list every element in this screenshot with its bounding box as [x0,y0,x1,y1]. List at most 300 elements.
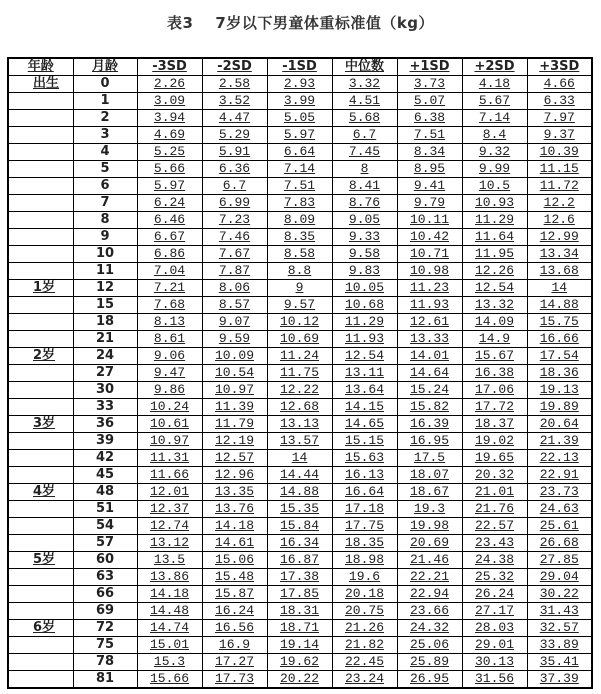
header-plus1sd: +1SD [397,58,462,76]
value-cell: 14.18 [202,518,267,535]
value-cell: 16.34 [267,535,332,552]
value-cell: 8.8 [267,263,332,280]
value-cell: 10.61 [137,416,202,433]
value-cell: 14.64 [397,365,462,382]
month-cell: 57 [73,535,137,552]
value-cell: 12.37 [137,501,202,518]
table-row [8,382,592,399]
age-cell: 1岁 [8,280,73,297]
value-cell: 23.73 [527,484,592,501]
value-cell: 8.35 [267,229,332,246]
age-cell: 5岁 [8,552,73,569]
value-cell: 17.85 [267,586,332,603]
value-cell: 29.01 [462,637,527,654]
month-cell: 12 [73,280,137,297]
value-cell: 19.14 [267,637,332,654]
age-cell: 出生 [8,76,73,93]
month-cell: 24 [73,348,137,365]
month-cell: 60 [73,552,137,569]
value-cell: 14.65 [332,416,397,433]
value-cell: 14.44 [267,467,332,484]
value-cell: 9.47 [137,365,202,382]
value-cell: 37.39 [527,671,592,689]
value-cell: 7.46 [202,229,267,246]
value-cell: 6.33 [527,93,592,110]
value-cell: 3.32 [332,76,397,93]
value-cell: 7.83 [267,195,332,212]
value-cell: 12.19 [202,433,267,450]
value-cell: 6.38 [397,110,462,127]
month-cell: 75 [73,637,137,654]
value-cell: 12.6 [527,212,592,229]
value-cell: 7.67 [202,246,267,263]
value-cell: 6.7 [332,127,397,144]
value-cell: 23.43 [462,535,527,552]
table-row [8,127,592,144]
value-cell: 19.89 [527,399,592,416]
value-cell: 3.52 [202,93,267,110]
value-cell: 15.24 [397,382,462,399]
value-cell: 12.26 [462,263,527,280]
table-row [8,297,592,314]
value-cell: 4.51 [332,93,397,110]
value-cell: 15.82 [397,399,462,416]
value-cell: 8.06 [202,280,267,297]
value-cell: 7.97 [527,110,592,127]
value-cell: 8.58 [267,246,332,263]
value-cell: 11.95 [462,246,527,263]
value-cell: 22.57 [462,518,527,535]
value-cell: 20.64 [527,416,592,433]
value-cell: 13.13 [267,416,332,433]
age-cell [8,637,73,654]
header-median: 中位数 [332,58,397,76]
value-cell: 13.68 [527,263,592,280]
age-cell [8,382,73,399]
value-cell: 17.75 [332,518,397,535]
age-cell [8,433,73,450]
value-cell: 10.09 [202,348,267,365]
value-cell: 13.34 [527,246,592,263]
value-cell: 15.75 [527,314,592,331]
value-cell: 14.88 [527,297,592,314]
age-cell [8,450,73,467]
value-cell: 26.24 [462,586,527,603]
table-row [8,518,592,535]
table-row [8,484,592,501]
month-cell: 66 [73,586,137,603]
value-cell: 12.01 [137,484,202,501]
value-cell: 9.37 [527,127,592,144]
month-cell: 15 [73,297,137,314]
value-cell: 17.06 [462,382,527,399]
value-cell: 11.64 [462,229,527,246]
header-plus2sd: +2SD [462,58,527,76]
value-cell: 7.21 [137,280,202,297]
value-cell: 8.4 [462,127,527,144]
value-cell: 20.69 [397,535,462,552]
table-row [8,76,592,93]
value-cell: 17.27 [202,654,267,671]
month-cell: 69 [73,603,137,620]
value-cell: 26.68 [527,535,592,552]
value-cell: 15.63 [332,450,397,467]
value-cell: 14.18 [137,586,202,603]
value-cell: 9.99 [462,161,527,178]
value-cell: 6.46 [137,212,202,229]
value-cell: 26.95 [397,671,462,689]
month-cell: 21 [73,331,137,348]
header-month: 月龄 [73,58,137,76]
month-cell: 9 [73,229,137,246]
table-row [8,620,592,637]
age-cell [8,535,73,552]
value-cell: 12.54 [332,348,397,365]
value-cell: 18.07 [397,467,462,484]
value-cell: 8.95 [397,161,462,178]
value-cell: 10.69 [267,331,332,348]
value-cell: 7.14 [462,110,527,127]
value-cell: 15.48 [202,569,267,586]
value-cell: 27.17 [462,603,527,620]
header-plus3sd: +3SD [527,58,592,76]
value-cell: 9.32 [462,144,527,161]
value-cell: 11.29 [462,212,527,229]
value-cell: 20.75 [332,603,397,620]
value-cell: 10.54 [202,365,267,382]
value-cell: 13.76 [202,501,267,518]
value-cell: 23.24 [332,671,397,689]
table-caption: 7岁以下男童体重标准值（kg） [215,14,435,32]
header-age: 年龄 [8,58,73,76]
value-cell: 19.02 [462,433,527,450]
value-cell: 14 [267,450,332,467]
value-cell: 12.68 [267,399,332,416]
month-cell: 30 [73,382,137,399]
age-cell [8,127,73,144]
age-cell: 2岁 [8,348,73,365]
value-cell: 10.42 [397,229,462,246]
value-cell: 13.32 [462,297,527,314]
value-cell: 16.13 [332,467,397,484]
value-cell: 9.41 [397,178,462,195]
value-cell: 16.38 [462,365,527,382]
age-cell [8,399,73,416]
value-cell: 12.57 [202,450,267,467]
value-cell: 11.29 [332,314,397,331]
value-cell: 7.45 [332,144,397,161]
value-cell: 15.67 [462,348,527,365]
value-cell: 5.97 [137,178,202,195]
value-cell: 11.93 [332,331,397,348]
value-cell: 10.98 [397,263,462,280]
age-cell [8,654,73,671]
value-cell: 19.65 [462,450,527,467]
value-cell: 8.76 [332,195,397,212]
value-cell: 19.6 [332,569,397,586]
month-cell: 36 [73,416,137,433]
table-row [8,212,592,229]
table-row [8,161,592,178]
table-row [8,654,592,671]
value-cell: 16.24 [202,603,267,620]
age-cell: 4岁 [8,484,73,501]
value-cell: 16.66 [527,331,592,348]
value-cell: 2.26 [137,76,202,93]
value-cell: 17.54 [527,348,592,365]
age-cell [8,314,73,331]
value-cell: 6.67 [137,229,202,246]
weight-standard-table [7,57,593,689]
table-row [8,178,592,195]
value-cell: 5.29 [202,127,267,144]
month-cell: 5 [73,161,137,178]
value-cell: 11.66 [137,467,202,484]
value-cell: 21.46 [397,552,462,569]
month-cell: 18 [73,314,137,331]
value-cell: 16.64 [332,484,397,501]
value-cell: 7.14 [267,161,332,178]
month-cell: 7 [73,195,137,212]
table-row [8,195,592,212]
value-cell: 7.51 [267,178,332,195]
value-cell: 8.34 [397,144,462,161]
value-cell: 18.37 [462,416,527,433]
age-cell [8,603,73,620]
age-cell [8,671,73,689]
value-cell: 7.23 [202,212,267,229]
table-row [8,501,592,518]
age-cell [8,365,73,382]
value-cell: 25.89 [397,654,462,671]
value-cell: 16.56 [202,620,267,637]
value-cell: 9.05 [332,212,397,229]
value-cell: 21.82 [332,637,397,654]
value-cell: 29.04 [527,569,592,586]
header-minus1sd: -1SD [267,58,332,76]
value-cell: 19.98 [397,518,462,535]
value-cell: 2.93 [267,76,332,93]
value-cell: 10.97 [137,433,202,450]
table-row [8,586,592,603]
table-row [8,433,592,450]
value-cell: 10.24 [137,399,202,416]
value-cell: 35.41 [527,654,592,671]
month-cell: 51 [73,501,137,518]
value-cell: 7.68 [137,297,202,314]
value-cell: 16.95 [397,433,462,450]
table-number: 表3 [166,14,194,32]
value-cell: 9.57 [267,297,332,314]
month-cell: 1 [73,93,137,110]
value-cell: 15.15 [332,433,397,450]
month-cell: 39 [73,433,137,450]
value-cell: 7.04 [137,263,202,280]
value-cell: 12.61 [397,314,462,331]
value-cell: 5.97 [267,127,332,144]
value-cell: 9.86 [137,382,202,399]
value-cell: 5.07 [397,93,462,110]
value-cell: 11.72 [527,178,592,195]
month-cell: 72 [73,620,137,637]
value-cell: 13.33 [397,331,462,348]
value-cell: 22.45 [332,654,397,671]
value-cell: 27.85 [527,552,592,569]
header-minus2sd: -2SD [202,58,267,76]
month-cell: 27 [73,365,137,382]
value-cell: 17.73 [202,671,267,689]
value-cell: 21.26 [332,620,397,637]
age-cell [8,569,73,586]
value-cell: 14.09 [462,314,527,331]
age-cell [8,229,73,246]
value-cell: 8.61 [137,331,202,348]
age-cell [8,501,73,518]
header-minus3sd: -3SD [137,58,202,76]
value-cell: 10.97 [202,382,267,399]
value-cell: 9.58 [332,246,397,263]
value-cell: 24.38 [462,552,527,569]
value-cell: 15.35 [267,501,332,518]
month-cell: 10 [73,246,137,263]
value-cell: 12.22 [267,382,332,399]
month-cell: 11 [73,263,137,280]
value-cell: 14.01 [397,348,462,365]
value-cell: 10.71 [397,246,462,263]
value-cell: 15.3 [137,654,202,671]
value-cell: 13.64 [332,382,397,399]
value-cell: 22.94 [397,586,462,603]
value-cell: 14.9 [462,331,527,348]
value-cell: 18.98 [332,552,397,569]
value-cell: 14.15 [332,399,397,416]
value-cell: 3.94 [137,110,202,127]
age-cell [8,93,73,110]
value-cell: 21.01 [462,484,527,501]
month-cell: 78 [73,654,137,671]
value-cell: 31.56 [462,671,527,689]
month-cell: 3 [73,127,137,144]
value-cell: 10.11 [397,212,462,229]
age-cell [8,467,73,484]
value-cell: 8.57 [202,297,267,314]
value-cell: 4.69 [137,127,202,144]
value-cell: 33.89 [527,637,592,654]
age-cell [8,297,73,314]
table-row [8,229,592,246]
value-cell: 6.36 [202,161,267,178]
value-cell: 6.86 [137,246,202,263]
age-cell: 3岁 [8,416,73,433]
month-cell: 54 [73,518,137,535]
value-cell: 16.9 [202,637,267,654]
value-cell: 14.74 [137,620,202,637]
value-cell: 28.03 [462,620,527,637]
value-cell: 14 [527,280,592,297]
table-row [8,246,592,263]
value-cell: 8.41 [332,178,397,195]
value-cell: 7.87 [202,263,267,280]
value-cell: 3.99 [267,93,332,110]
value-cell: 10.5 [462,178,527,195]
month-cell: 2 [73,110,137,127]
value-cell: 13.57 [267,433,332,450]
month-cell: 8 [73,212,137,229]
value-cell: 25.61 [527,518,592,535]
value-cell: 14.88 [267,484,332,501]
table-row [8,263,592,280]
value-cell: 3.73 [397,76,462,93]
age-cell [8,144,73,161]
table-row [8,144,592,161]
value-cell: 8 [332,161,397,178]
table-row [8,348,592,365]
value-cell: 25.32 [462,569,527,586]
month-cell: 81 [73,671,137,689]
value-cell: 17.38 [267,569,332,586]
value-cell: 19.62 [267,654,332,671]
table-title [0,12,601,33]
value-cell: 17.72 [462,399,527,416]
value-cell: 8.09 [267,212,332,229]
value-cell: 20.32 [462,467,527,484]
value-cell: 5.05 [267,110,332,127]
age-cell [8,518,73,535]
value-cell: 4.47 [202,110,267,127]
table-row [8,93,592,110]
value-cell: 18.71 [267,620,332,637]
value-cell: 21.39 [527,433,592,450]
table-row [8,280,592,297]
value-cell: 19.13 [527,382,592,399]
value-cell: 6.7 [202,178,267,195]
value-cell: 5.66 [137,161,202,178]
value-cell: 18.67 [397,484,462,501]
age-cell [8,178,73,195]
table-row [8,399,592,416]
value-cell: 10.05 [332,280,397,297]
value-cell: 18.36 [527,365,592,382]
value-cell: 7.51 [397,127,462,144]
value-cell: 6.24 [137,195,202,212]
value-cell: 15.01 [137,637,202,654]
month-cell: 42 [73,450,137,467]
month-cell: 0 [73,76,137,93]
value-cell: 22.91 [527,467,592,484]
table-row [8,331,592,348]
value-cell: 10.68 [332,297,397,314]
value-cell: 9.07 [202,314,267,331]
table-row [8,365,592,382]
value-cell: 11.75 [267,365,332,382]
value-cell: 9.59 [202,331,267,348]
value-cell: 20.18 [332,586,397,603]
month-cell: 45 [73,467,137,484]
value-cell: 6.99 [202,195,267,212]
value-cell: 13.11 [332,365,397,382]
value-cell: 21.76 [462,501,527,518]
value-cell: 18.31 [267,603,332,620]
value-cell: 4.18 [462,76,527,93]
month-cell: 4 [73,144,137,161]
value-cell: 30.22 [527,586,592,603]
table-row [8,569,592,586]
table-row [8,416,592,433]
value-cell: 16.87 [267,552,332,569]
value-cell: 9.33 [332,229,397,246]
value-cell: 11.93 [397,297,462,314]
value-cell: 11.39 [202,399,267,416]
